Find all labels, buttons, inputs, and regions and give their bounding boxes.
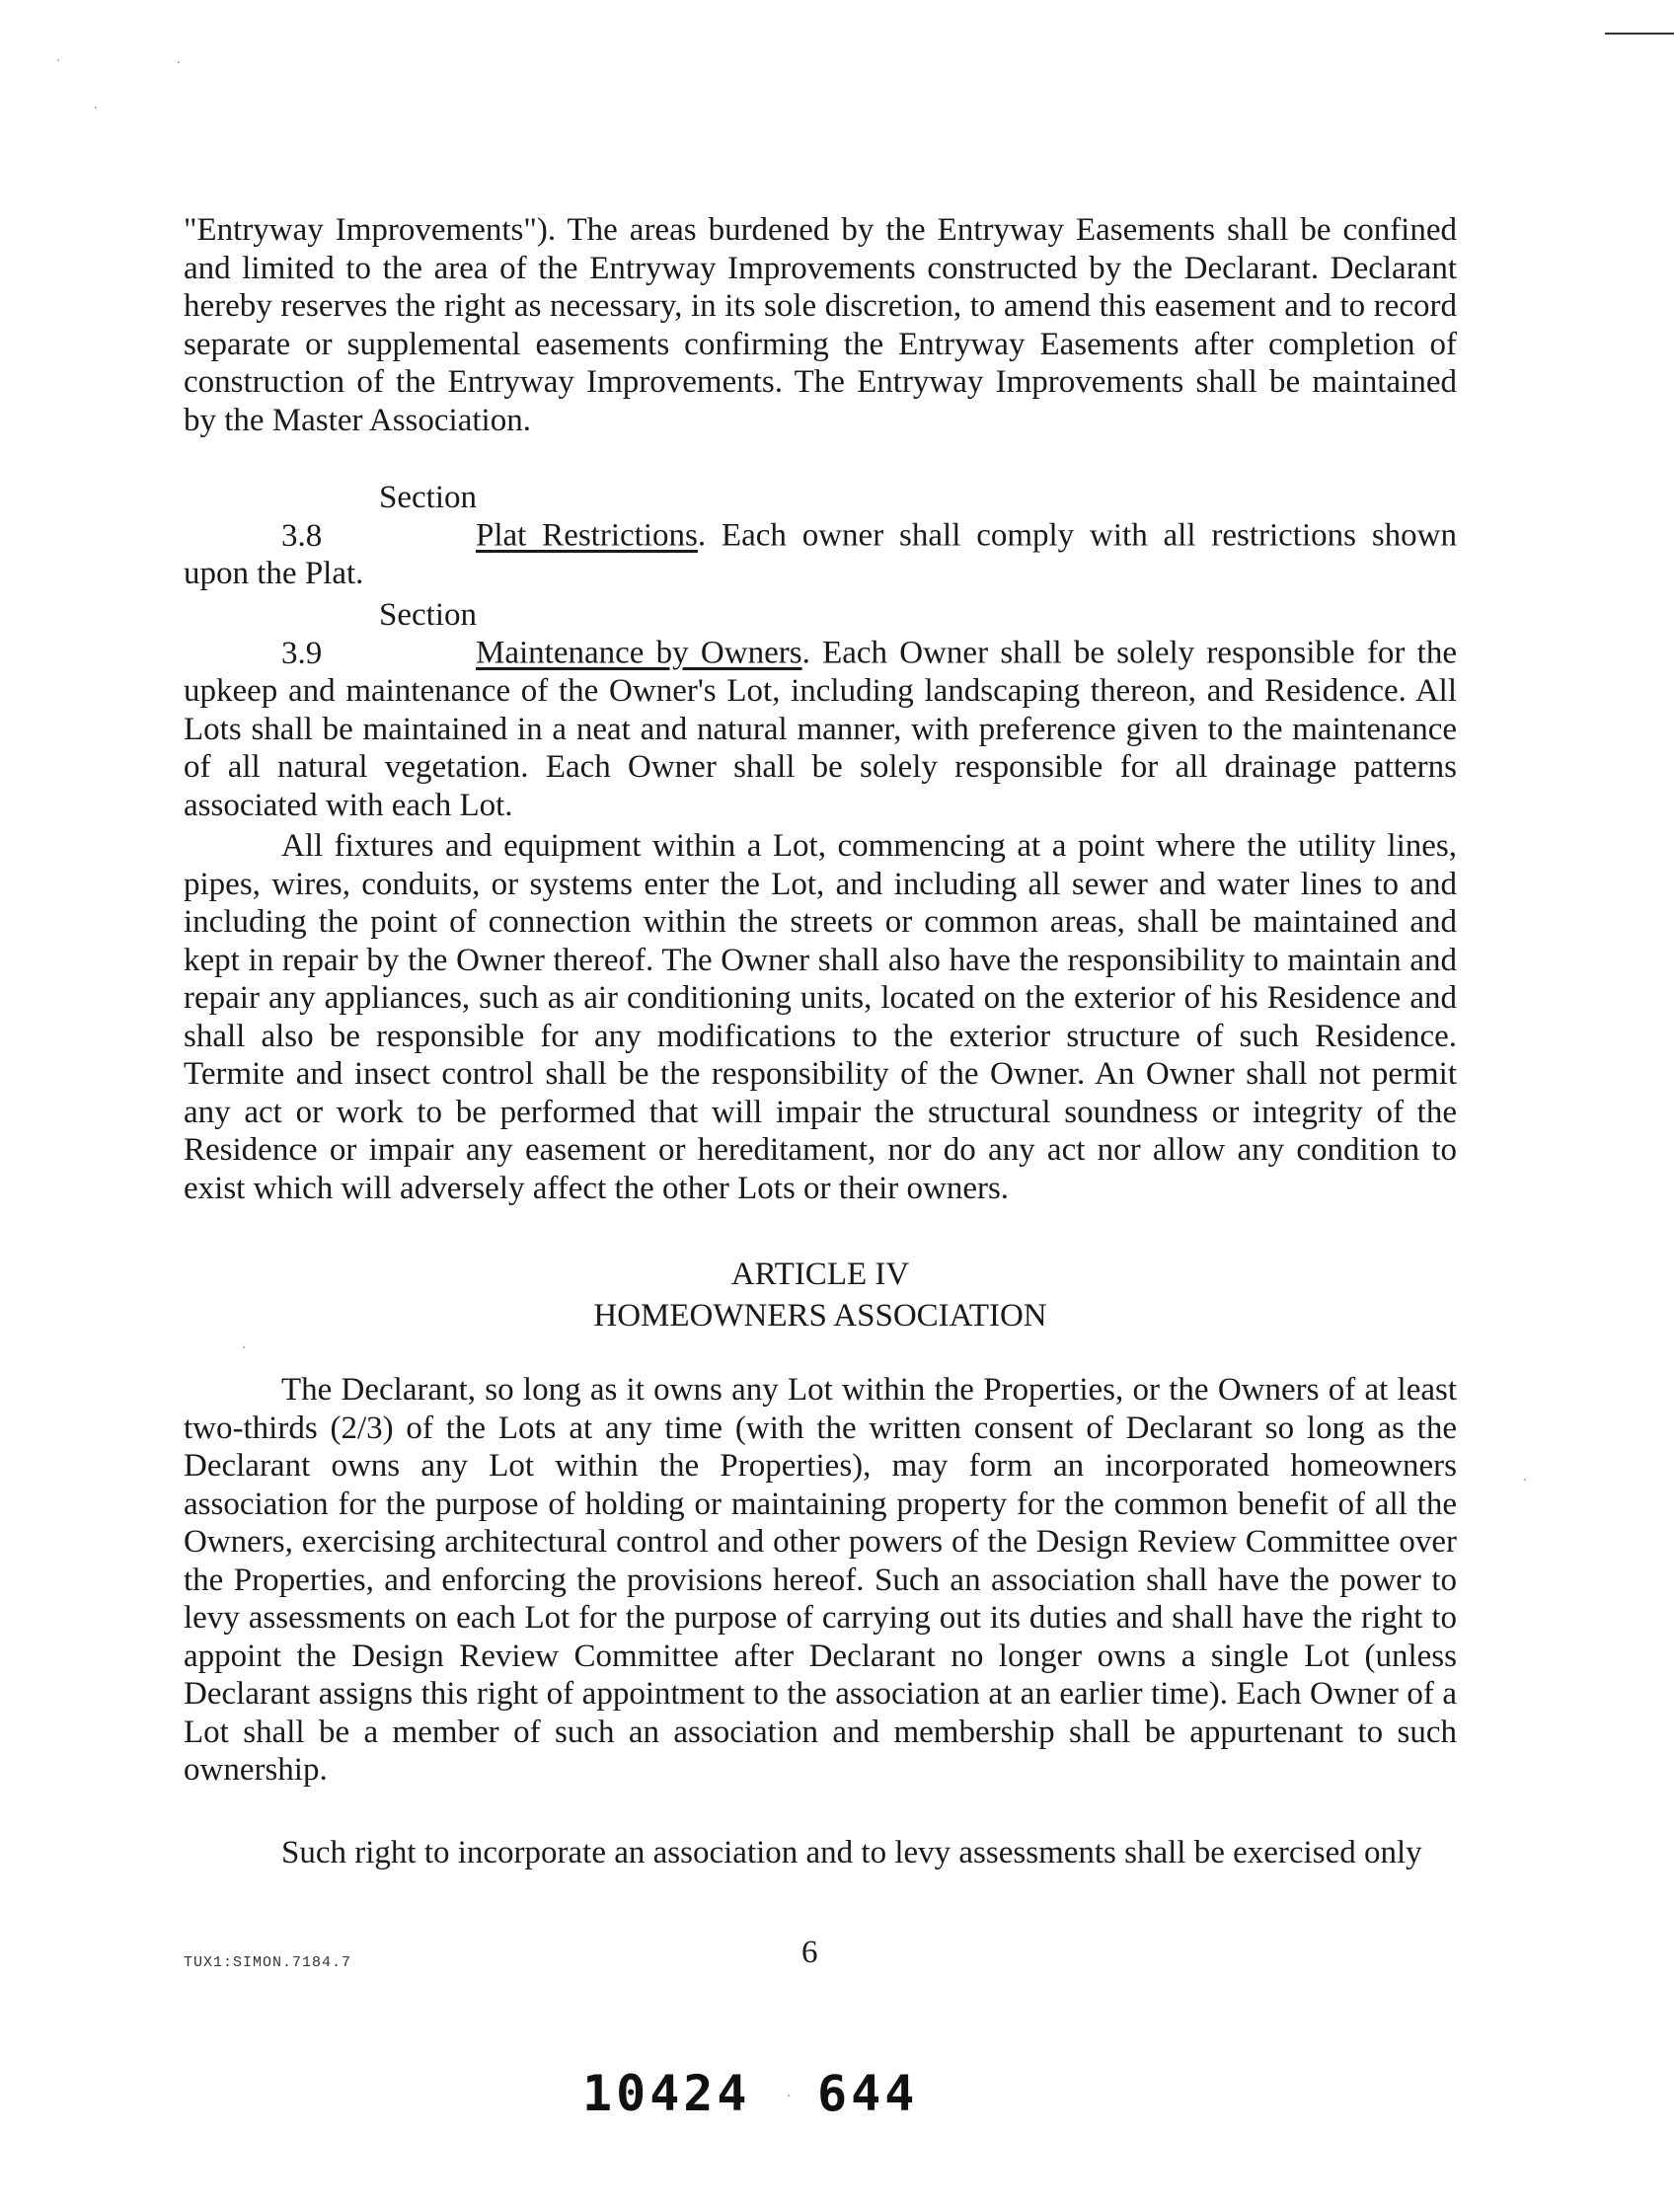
recording-page-number: 644 [817,2065,919,2122]
scan-speck [95,107,97,109]
section-text: . Each Owner shall be solely responsible for the upkeep and maintenance of the Owner's Lot, including landscaping thereon, and Residence. All Lots shall be maintained in a neat and natural manner, with preference given to the maintenance of all natural vegetation. Each Owner shall be solely responsible for all drainage patterns associated with each Lot. [184,635,1457,823]
recording-book-number: 10424 [582,2065,751,2122]
section-text: . Each owner shall comply with all restrictions shown upon the Plat. [184,517,1458,591]
paragraph-fixtures [184,827,1457,1207]
section-paragraph [184,479,1457,593]
paragraph-entryway [184,211,1457,439]
section-paragraph [184,596,1457,824]
paragraph-right-to-incorporate [184,1834,1457,1872]
scan-speck [243,1346,245,1348]
paragraph-declarant [184,1371,1457,1790]
section-title: Plat Restrictions [476,517,698,554]
scan-speck [57,59,59,61]
paragraph-text: The Declarant, so long as it owns any Lot within the Properties, or the Owners of at least two-thirds (2/3) of the Lots at any time (with the written consent of Declarant so long as the Declarant owns any Lot within the Properties), may form an incorporated homeowners association for the purpose of holding or maintaining property for the common benefit of all the Owners, exercising architectural control and other powers of the Design Review Committee over the Properties, and enforcing the provisions hereof. Such an association shall have the power to levy assessments on each Lot for the purpose of carrying out its duties and shall have the right to appoint the Design Review Committee after Declarant no longer owns a single Lot (unless Declarant assigns this right of appointment to the association at an earlier time). Each Owner of a Lot shall be a member of such an association and membership shall be appurtenant to such ownership. [184,1372,1457,1788]
scan-speck [788,2095,790,2097]
section-3-8 [184,479,1457,593]
page-number: 6 [801,1935,818,1970]
article-title: HOMEOWNERS ASSOCIATION [593,1298,1047,1334]
paragraph-text: "Entryway Improvements"). The areas burdened by the Entryway Easements shall be confined and limited to the area of the Entryway Improvements constructed by the Declarant. Declarant hereby reserves the right as necessary, in its sole discretion, to amend this easement and to record separate or supplemental easements confirming the Entryway Easements after completion of construction of the Entryway Improvements. The Entryway Improvements shall be maintained by the Master Association. [184,212,1457,438]
scan-speck [178,61,180,63]
section-number: Section 3.8 [281,480,477,554]
paragraph-text: Such right to incorporate an association and to levy assessments shall be exercised only [281,1835,1422,1870]
article-number: ARTICLE IV [730,1257,910,1292]
section-3-9 [184,596,1457,824]
footer-document-code: TUX1:SIMON.7184.7 [184,1954,352,1971]
section-number: Section 3.9 [281,597,477,671]
scan-speck [1524,1479,1526,1481]
top-edge-mark [1605,33,1674,35]
section-title: Maintenance by Owners [476,635,802,671]
paragraph-text: All fixtures and equipment within a Lot, commencing at a point where the utility lines, pipes, wires, conduits, or systems enter the Lot, and including all sewer and water lines to and including the point of connection within the streets or common areas, shall be maintained and kept in repair by the Owner thereof. The Owner shall also have the responsibility to maintain and repair any appliances, such as air conditioning units, located on the exterior of his Residence and shall also be responsible for any modifications to the exterior structure of such Residence. Termite and insect control shall be the responsibility of the Owner. An Owner shall not permit any act or work to be performed that will impair the structural soundness or integrity of the Residence or impair any easement or hereditament, nor do any act nor allow any condition to exist which will adversely affect the other Lots or their owners. [184,828,1457,1206]
